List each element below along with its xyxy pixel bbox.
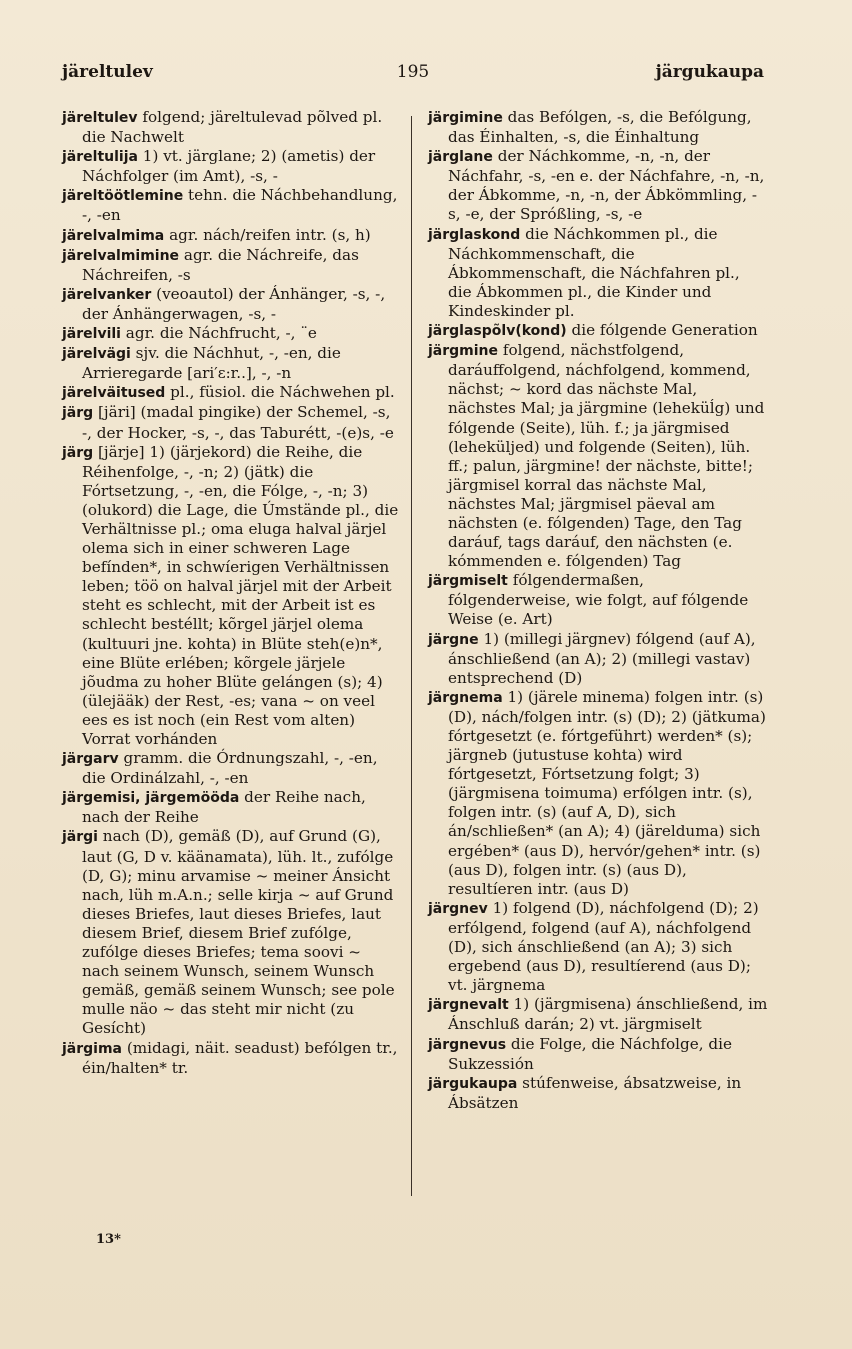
entry-headword: järglane [428, 149, 493, 166]
entry-headword: järeltulev [62, 110, 138, 126]
entry-definition: folgend, nächstfolgend, daráuffolgend, náchfolgend, kommend, nächst; ~ kord das nächste Mal, nächstes Mal; ja järgmine (leheküĺg) und fólgende (Seite), lüh. f.; ja järgmised (leheküljed) und folgende (Seiten), lüh. ff.; palun, järgmine! der nächste, bitte!; järgmisel korral das nächste Mal, nächstes Mal; järgmisel päeval am nächsten (e. fólgenden) Tage, den Tag daráuf, tags daráuf, den nächsten (e. kómmenden e. fólgenden) Tag [448, 341, 765, 571]
dictionary-entry [62, 285, 402, 324]
entry-headword: järgnev [428, 900, 488, 917]
entry-definition: pl., füsiol. die Náchwehen pl. [165, 383, 395, 402]
entry-headword: järelvalmimine [62, 247, 180, 264]
entry-definition: die fólgende Generation [566, 321, 758, 340]
dictionary-entry [62, 749, 402, 788]
entry-headword: järg [62, 405, 94, 422]
dictionary-entry [428, 571, 768, 629]
page-number: 195 [396, 62, 430, 82]
entry-definition: die Folge, die Náchfolge, die Sukzessión [448, 1034, 732, 1073]
dictionary-entry [62, 108, 402, 147]
entry-headword: järgne [428, 631, 479, 648]
entry-headword: järelvanker [62, 286, 152, 303]
dictionary-entry [428, 899, 768, 995]
entry-definition: gramm. die Órdnungszahl, -, -en, die Ordinálzahl, -, -en [82, 749, 378, 788]
entry-headword: järglaspõlv(kond) [428, 323, 567, 340]
entry-headword: järeltöötlemine [62, 188, 184, 205]
dictionary-entry [62, 383, 402, 403]
entry-headword: järgnevalt [428, 997, 509, 1014]
dictionary-entry [62, 403, 402, 442]
entry-headword: järelvalmima [62, 227, 165, 244]
dictionary-entry [428, 321, 768, 341]
entry-definition: folgend; järeltulevad põlved pl. die Nachwelt [82, 108, 383, 147]
entry-definition: 1) (järele minema) folgen intr. (s) (D), nách/folgen intr. (s) (D); 2) (jätkuma) fórtgesetzt (e. fórtgeführt) werden* (s); järgneb (jutustuse kohta) wird fórtgesetzt, Fórtsetzung folgt; 3) (järgmisena toimuma) erfólgen intr. (s), folgen intr. (s) (auf A, D), sich án/schließen* (an A); 4) (järelduma) sich ergében* (aus D), hervór/gehen* intr. (s) (aus D), folgen intr. (s) (aus D), resultíeren intr. (aus D) [448, 687, 766, 898]
entry-headword: järgimine [428, 110, 503, 126]
entry-headword: järgi [62, 829, 98, 846]
dictionary-entry [428, 341, 768, 571]
header-last-word: järgukaupa [655, 62, 764, 82]
entry-definition: agr. nách/reifen intr. (s, h) [164, 225, 371, 244]
entry-definition: (midagi, näit. seadust) befólgen tr., éin/halten* tr. [82, 1038, 398, 1077]
entry-headword: järgima [62, 1040, 123, 1057]
entry-headword: järg [62, 444, 94, 461]
header-first-word: järeltulev [62, 62, 153, 82]
entry-definition: [järi] (madal pingike) der Schemel, -s, -, der Hocker, -s, -, das Taburétt, -(e)s, -e [82, 403, 394, 442]
entry-definition: sjv. die Náchhut, -, -en, die Arrieregarde [ari′ɛ:r..], -, -n [82, 344, 341, 383]
column-divider [411, 116, 412, 1196]
entry-definition: nach (D), gemäß (D), auf Grund (G), laut (G, D v. käänamata), lüh. lt., zufólge (D, G); minu arvamise ~ meiner Ánsicht nach, lüh m.A.n.; selle kirja ~ auf Grund dieses Briefes, laut dieses Briefes, laut diesem Brief, diesem Brief zufólge, zufólge dieses Briefes; tema soovi ~ nach seinem Wunsch, seinem Wunsch gemäß, gemäß seinem Wunsch; see pole mulle näo ~ das steht mir nicht (zu Gesícht) [82, 827, 395, 1038]
entry-definition: das Befólgen, -s, die Befólgung, das Éinhalten, -s, die Éinhaltung [448, 108, 752, 147]
right-column [428, 108, 768, 1113]
dictionary-entry [62, 1039, 402, 1078]
dictionary-entry [428, 630, 768, 688]
entry-definition: der Reihe nach, nach der Reihe [82, 788, 366, 827]
dictionary-entry [428, 108, 768, 147]
entry-headword: järgukaupa [428, 1075, 518, 1092]
entry-headword: järgnevus [428, 1036, 507, 1053]
entry-headword: järelvägi [62, 346, 131, 363]
entry-definition: (veoautol) der Ánhänger, -s, -, der Ánhängerwagen, -s, - [82, 284, 386, 323]
entry-definition: der Náchkomme, -n, -n, der Náchfahr, -s, -en e. der Náchfahre, -n, -n, der Ábkomme, -n, -n, der Ábkömmling, -s, -e, der Spróßling, -s, -e [448, 147, 765, 224]
entry-headword: järelväitused [62, 385, 166, 402]
entry-definition: 1) (millegi järgnev) fólgend (auf A), ánschließend (an A); 2) (millegi vastav) entsprechend (D) [448, 629, 756, 687]
dictionary-entry [428, 1035, 768, 1074]
dictionary-entry [428, 225, 768, 321]
dictionary-entry [62, 186, 402, 225]
dictionary-entry [62, 246, 402, 285]
entry-headword: järelvili [62, 326, 121, 343]
entry-headword: järeltulija [62, 149, 138, 166]
dictionary-entry [62, 147, 402, 186]
entry-definition: 1) folgend (D), náchfolgend (D); 2) erfólgend, folgend (auf A), náchfolgend (D), sich ánschließend (an A); 3) sich ergebend (aus D), resultíerend (aus D); vt. järgnema [448, 898, 759, 995]
entry-definition: [järje] 1) (järjekord) die Reihe, die Réihenfolge, -, -n; 2) (jätk) die Fórtsetzung, -, -en, die Fólge, -, -n; 3) (olukord) die Lage, die Úmstände pl., die Verhältnisse pl.; oma eluga halval järjel olema sich in einer schweren Lage befínden*, in schwíerigen Verhältnissen leben; töö on halval järjel mit der Arbeit steht es schlecht, mit der Arbeit ist es schlecht bestéllt; kõrgel järjel olema (kultuuri jne. kohta) in Blüte steh(e)n*, eine Blüte erlében; kõrgele järjele jõudma zu hoher Blüte gelángen (s); 4) (ülejääk) der Rest, -es; vana ~ on veel ees es ist noch (ein Rest vom alten) Vorrat vorhánden [82, 442, 399, 748]
left-column [62, 108, 402, 1078]
entry-headword: järglaskond [428, 226, 521, 243]
dictionary-entry [62, 226, 402, 246]
dictionary-entry [62, 788, 402, 827]
entry-definition: die Náchkommen pl., die Náchkommenschaft, die Ábkommenschaft, die Náchfahren pl., die Ábkommen pl., die Kinder und Kindeskinder pl. [448, 224, 740, 320]
printer-signature: 13* [96, 1232, 121, 1247]
entry-definition: 1) (järgmisena) ánschließend, im Ánschluß darán; 2) vt. järgmiselt [448, 995, 768, 1034]
dictionary-entry [62, 344, 402, 383]
entry-definition: fólgendermaßen, fólgenderweise, wie folgt, auf fólgende Weise (e. Art) [448, 571, 749, 629]
entry-headword: järgnema [428, 689, 503, 706]
page-header [62, 62, 764, 88]
entry-definition: agr. die Náchreife, das Náchreifen, -s [82, 245, 359, 284]
dictionary-entry [62, 324, 402, 344]
entry-definition: agr. die Náchfrucht, -, ¨e [120, 324, 317, 343]
dictionary-entry [62, 827, 402, 1038]
dictionary-entry [428, 688, 768, 899]
entry-definition: stúfenweise, ábsatzweise, in Ábsätzen [448, 1073, 742, 1112]
dictionary-entry [428, 147, 768, 224]
entry-headword: järgarv [62, 751, 119, 768]
dictionary-entry [62, 443, 402, 750]
dictionary-entry [428, 995, 768, 1034]
entry-headword: järgmiselt [428, 573, 508, 590]
entry-headword: järgmine [428, 343, 499, 360]
dictionary-entry [428, 1074, 768, 1113]
entry-definition: 1) vt. järglane; 2) (ametis) der Náchfolger (im Amt), -s, - [82, 147, 376, 186]
entry-definition: tehn. die Náchbehandlung, -, -en [82, 186, 398, 225]
entry-headword: järgemisi, järgemööda [62, 790, 240, 807]
